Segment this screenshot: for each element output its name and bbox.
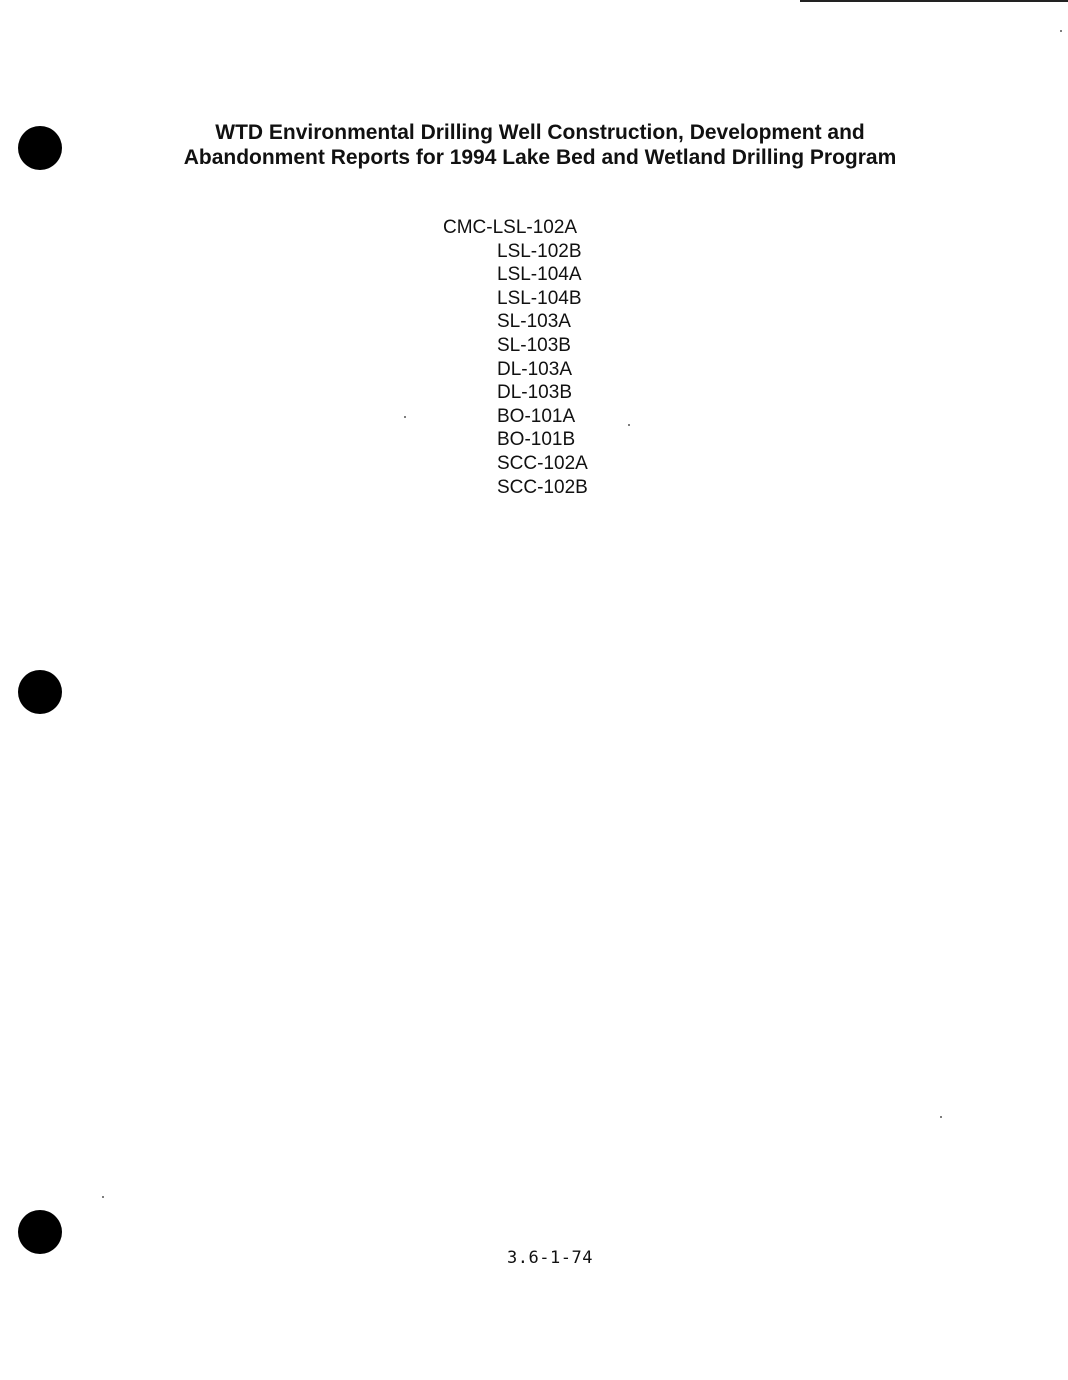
binder-punch-hole [18, 670, 62, 714]
well-id-item: DL-103A [497, 358, 572, 380]
well-id-item: BO-101A [497, 405, 576, 427]
top-edge-rule [800, 0, 1068, 2]
well-id-item: LSL-102B [497, 240, 582, 262]
title-line-1: WTD Environmental Drilling Well Construction, Development and [215, 121, 865, 144]
scan-speck [940, 1116, 942, 1118]
well-id-item: LSL-104A [497, 264, 582, 286]
scan-speck [102, 1196, 104, 1198]
title-line-2: Abandonment Reports for 1994 Lake Bed and Wetland Drilling Program [183, 146, 897, 169]
well-id-item: SCC-102A [497, 452, 588, 474]
well-id-item: CMC-LSL-102A [443, 217, 578, 238]
scan-speck [404, 416, 406, 418]
scan-speck [1060, 30, 1062, 32]
well-id-item: LSL-104B [497, 287, 582, 309]
document-title [180, 120, 900, 170]
well-id-item: SL-103A [497, 311, 571, 333]
binder-punch-hole [18, 1210, 62, 1254]
scan-speck [628, 424, 630, 426]
page-number: 3.6-1-74 [507, 1248, 593, 1268]
well-id-item: SCC-102B [497, 476, 588, 498]
well-id-item: DL-103B [497, 382, 572, 404]
well-id-list [443, 216, 588, 499]
well-id-item: SL-103B [497, 334, 571, 356]
well-id-item: BO-101B [497, 429, 576, 451]
binder-punch-hole [18, 126, 62, 170]
